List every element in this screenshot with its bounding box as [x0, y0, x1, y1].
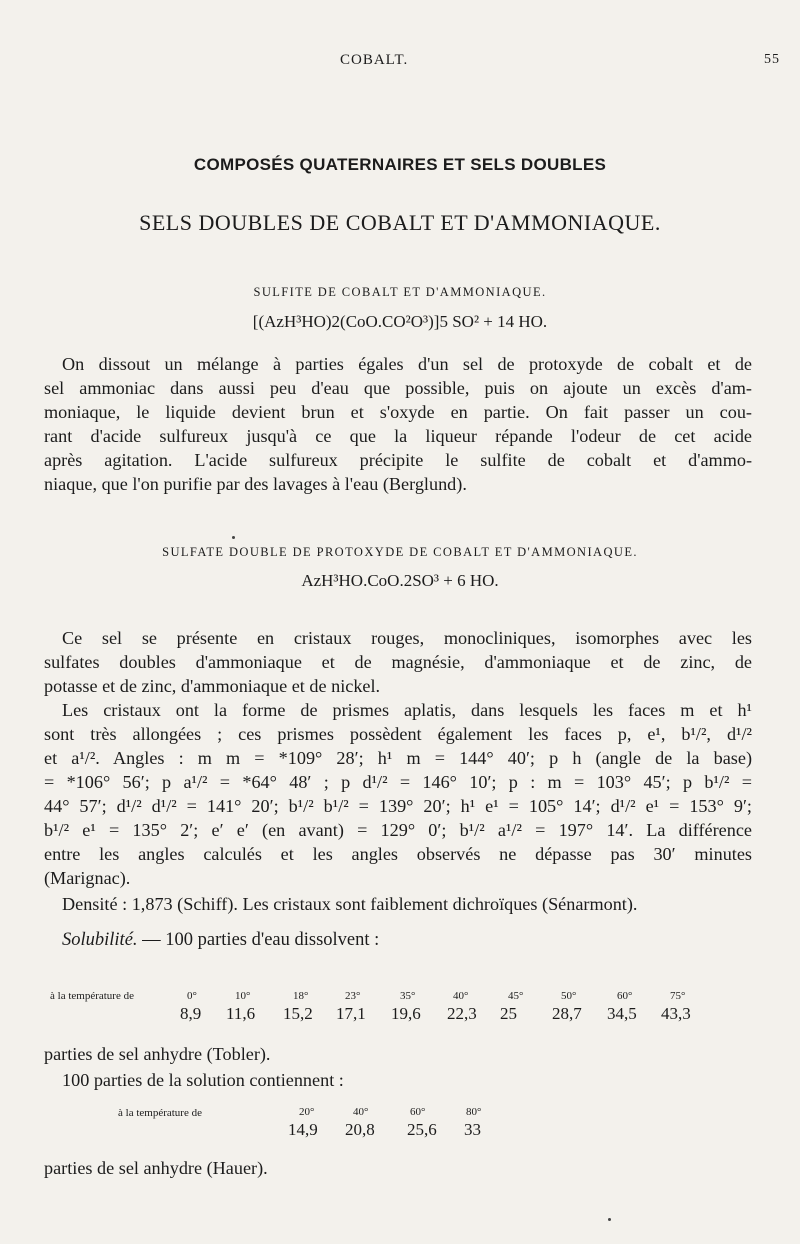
density-paragraph — [44, 892, 752, 916]
table1-value: 11,6 — [226, 1004, 256, 1023]
text-line: niaque, que l'on purifie par des lavages à l'eau (Berglund). — [44, 474, 467, 494]
text-line: Ce sel se présente en cristaux rouges, monocliniques, isomorphes avec les — [62, 628, 752, 648]
chapter-title: SELS DOUBLES DE COBALT ET D'AMMONIAQUE. — [139, 210, 661, 235]
table2-row-label: à la température de — [118, 1107, 202, 1119]
text-line: moniaque, le liquide devient brun et s'oxyde en partie. On fait passer un cou- — [44, 402, 752, 422]
table1-temperature: 60° — [617, 990, 633, 1002]
table1-temperature: 35° — [400, 990, 416, 1002]
solubility-label: Solubilité. — [62, 930, 138, 950]
table1-value: 8,9 — [180, 1004, 202, 1023]
section-title: COMPOSÉS QUATERNAIRES ET SELS DOUBLES — [193, 155, 607, 174]
text-line: entre les angles calculés et les angles observés ne dépasse pas 30′ minutes — [44, 844, 752, 864]
table1-temperature: 45° — [508, 990, 524, 1002]
table2-value: 33 — [464, 1120, 481, 1139]
solubility-intro — [62, 930, 379, 951]
table2-temperature: 40° — [353, 1106, 369, 1118]
table2-intro: 100 parties de la solution contiennent : — [62, 1070, 344, 1090]
speck-mark — [608, 1218, 611, 1221]
table2-temperature: 60° — [410, 1106, 426, 1118]
table1-value: 28,7 — [552, 1004, 582, 1023]
text-line: (Marignac). — [44, 868, 131, 888]
table2-value: 14,9 — [288, 1120, 318, 1139]
table2-temperature: 20° — [299, 1106, 315, 1118]
text-line: On dissout un mélange à parties égales d'un sel de protoxyde de cobalt et de — [62, 354, 752, 374]
table1-temperature: 50° — [561, 990, 577, 1002]
table1-value: 43,3 — [661, 1004, 691, 1023]
table1-value: 22,3 — [447, 1004, 477, 1023]
table1-row-label: à la température de — [50, 990, 134, 1002]
table2-value: 25,6 — [407, 1120, 437, 1139]
text-line: rant d'acide sulfureux jusqu'à ce que la liqueur répande l'odeur de cet acide — [44, 426, 752, 446]
text-line: sont très allongées ; ces prismes possèdent également les faces p, e¹, b¹/², d¹/² — [44, 724, 752, 744]
table1-temperature: 23° — [345, 990, 361, 1002]
table1-value: 17,1 — [336, 1004, 366, 1023]
table1-value: 19,6 — [391, 1004, 421, 1023]
table1-value: 34,5 — [607, 1004, 637, 1023]
sulfate-heading: SULFATE DOUBLE DE PROTOXYDE DE COBALT ET D'AMMONIAQUE. — [162, 545, 638, 559]
text-line: potasse et de zinc, d'ammoniaque et de nickel. — [44, 676, 381, 696]
running-head-title: COBALT. — [340, 52, 409, 68]
table1-temperature: 10° — [235, 990, 251, 1002]
table2-temperature: 80° — [466, 1106, 482, 1118]
solubility-intro-text: — 100 parties d'eau dissolvent : — [137, 930, 380, 950]
text-line: sulfates doubles d'ammoniaque et de magnésie, d'ammoniaque et de zinc, de — [44, 652, 752, 672]
table1-temperature: 75° — [670, 990, 686, 1002]
sulfate-paragraph-1 — [44, 626, 752, 698]
sulfite-paragraph — [44, 352, 752, 496]
speck-mark — [232, 536, 235, 539]
table1-value: 15,2 — [283, 1004, 313, 1023]
table1-temperature: 40° — [453, 990, 469, 1002]
page-number: 55 — [764, 52, 780, 67]
density-line: Densité : 1,873 (Schiff). Les cristaux sont faiblement dichroïques (Sénarmont). — [62, 894, 638, 914]
text-line: et a¹/². Angles : m m = *109° 28′; h¹ m = 144° 40′; p h (angle de la base) — [44, 748, 752, 768]
table1-caption: parties de sel anhydre (Tobler). — [44, 1044, 271, 1064]
table1-temperature: 18° — [293, 990, 309, 1002]
text-line: = *106° 56′; p a¹/² = *64° 48′ ; p d¹/² = 146° 10′; p : m = 103° 45′; p b¹/² = — [44, 772, 752, 792]
table1-value: 25 — [500, 1004, 517, 1023]
sulfite-formula: [(AzH³HO)2(CoO.CO²O³)]5 SO² + 14 HO. — [252, 312, 548, 331]
table2-value: 20,8 — [345, 1120, 375, 1139]
table1-temperature: 0° — [187, 990, 197, 1002]
text-line: 44° 57′; d¹/² d¹/² = 141° 20′; b¹/² b¹/² = 139° 20′; h¹ e¹ = 105° 14′; d¹/² e¹ = 153° 9′; — [44, 796, 752, 816]
text-line: b¹/² e¹ = 135° 2′; e′ e′ (en avant) = 129° 0′; b¹/² a¹/² = 197° 14′. La différence — [44, 820, 752, 840]
table2-caption: parties de sel anhydre (Hauer). — [44, 1158, 268, 1178]
sulfite-heading: SULFITE DE COBALT ET D'AMMONIAQUE. — [253, 285, 547, 299]
text-line: après agitation. L'acide sulfureux précipite le sulfite de cobalt et d'ammo- — [44, 450, 752, 470]
text-line: sel ammoniac dans aussi peu d'eau que possible, puis on ajoute un excès d'am- — [44, 378, 752, 398]
sulfate-paragraph-2 — [44, 698, 752, 890]
sulfate-formula: AzH³HO.CoO.2SO³ + 6 HO. — [301, 571, 499, 590]
text-line: Les cristaux ont la forme de prismes aplatis, dans lesquels les faces m et h¹ — [62, 700, 752, 720]
